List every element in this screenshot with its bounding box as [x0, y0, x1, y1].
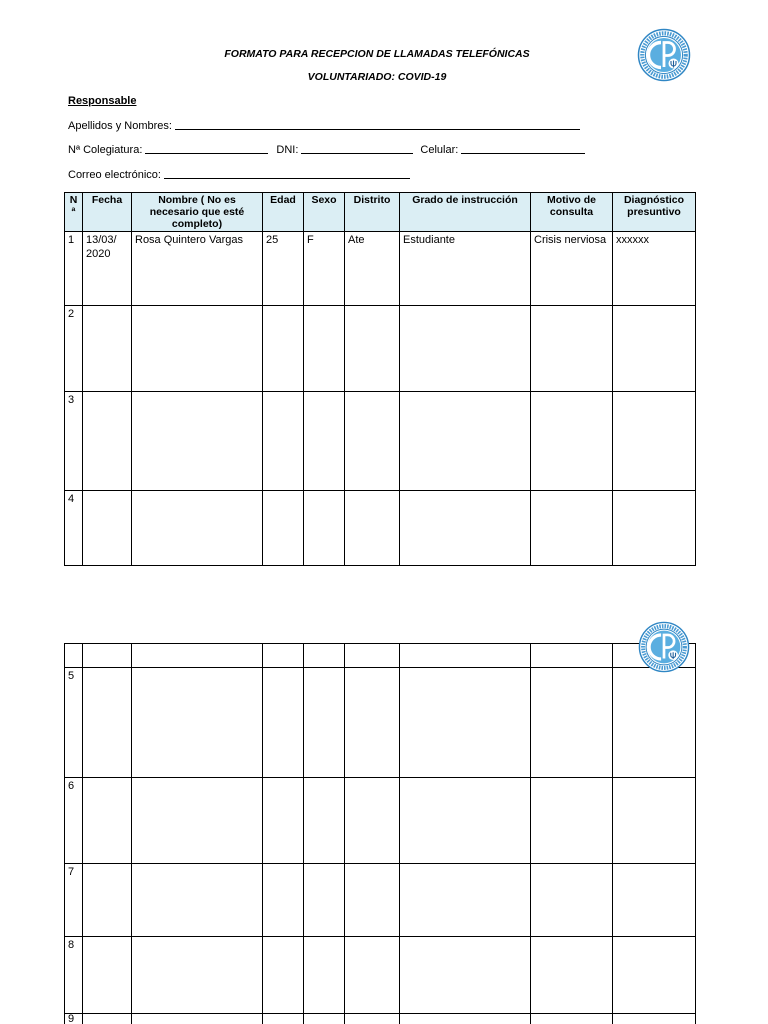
cell-diagnostico: [613, 1014, 696, 1024]
cell-grado: Estudiante: [400, 232, 531, 306]
correo-line: [68, 169, 410, 182]
cell-edad: [263, 1014, 304, 1024]
cell-diagnostico: [613, 864, 696, 937]
cell-diagnostico: [613, 306, 696, 392]
cell-edad: [263, 864, 304, 937]
cell-motivo: [531, 778, 613, 864]
cell-nombre: [132, 668, 263, 778]
cell-edad: [263, 306, 304, 392]
cell-motivo: [531, 306, 613, 392]
colegiatura-field[interactable]: [145, 144, 268, 154]
cell-fecha: [83, 392, 132, 491]
cell-motivo: [531, 668, 613, 778]
cell-empty: [304, 644, 345, 668]
cell-nombre: [132, 864, 263, 937]
cell-fecha: [83, 1014, 132, 1024]
table-row: [65, 778, 696, 864]
colegiatura-label: Nª Colegiatura:: [68, 144, 143, 156]
cell-distrito: [345, 392, 400, 491]
cell-numero: 4: [65, 491, 83, 566]
cell-sexo: [304, 778, 345, 864]
cell-sexo: [304, 491, 345, 566]
cell-diagnostico: [613, 392, 696, 491]
cell-numero: 1: [65, 232, 83, 306]
cell-diagnostico: [613, 491, 696, 566]
cell-grado: [400, 937, 531, 1014]
cell-sexo: [304, 392, 345, 491]
table-header-row: [65, 193, 696, 232]
cell-edad: [263, 668, 304, 778]
cell-nombre: [132, 778, 263, 864]
table-row: [65, 306, 696, 392]
cell-fecha: [83, 491, 132, 566]
cell-motivo: [531, 864, 613, 937]
column-header-fecha: Fecha: [83, 193, 132, 232]
cell-edad: [263, 392, 304, 491]
cell-distrito: [345, 778, 400, 864]
cell-empty: [132, 644, 263, 668]
correo-label: Correo electrónico:: [68, 169, 161, 181]
cell-empty: [400, 644, 531, 668]
cell-sexo: [304, 668, 345, 778]
column-header-edad: Edad: [263, 193, 304, 232]
cell-fecha: [83, 778, 132, 864]
cell-sexo: [304, 937, 345, 1014]
cell-motivo: [531, 491, 613, 566]
cell-distrito: [345, 306, 400, 392]
cell-distrito: [345, 491, 400, 566]
cell-edad: [263, 491, 304, 566]
cell-nombre: [132, 306, 263, 392]
table-row: [65, 491, 696, 566]
institution-logo-icon: [638, 621, 690, 673]
cell-edad: 25: [263, 232, 304, 306]
column-header-numero-label: Nª: [69, 194, 78, 218]
cell-grado: [400, 392, 531, 491]
document-title: FORMATO PARA RECEPCION DE LLAMADAS TELEFÓNICAS: [224, 48, 530, 60]
cell-empty: [531, 644, 613, 668]
table-row: [65, 668, 696, 778]
cell-numero: 6: [65, 778, 83, 864]
column-header-diagnostico: Diagnóstico presuntivo: [613, 193, 696, 232]
table-row: [65, 392, 696, 491]
cell-grado: [400, 491, 531, 566]
cell-motivo: [531, 937, 613, 1014]
dni-label: DNI:: [276, 144, 299, 156]
cell-motivo: [531, 1014, 613, 1024]
apellidos-nombres-field[interactable]: [175, 120, 580, 130]
cell-nombre: Rosa Quintero Vargas: [132, 232, 263, 306]
cell-numero: 8: [65, 937, 83, 1014]
apellidos-label: Apellidos y Nombres:: [68, 120, 172, 132]
cell-diagnostico: [613, 778, 696, 864]
cell-fecha: [83, 306, 132, 392]
cell-sexo: F: [304, 232, 345, 306]
table-row: [65, 937, 696, 1014]
table-row: [65, 864, 696, 937]
cell-grado: [400, 668, 531, 778]
cell-distrito: [345, 937, 400, 1014]
cell-diagnostico: xxxxxx: [613, 232, 696, 306]
cell-grado: [400, 864, 531, 937]
cell-motivo: [531, 392, 613, 491]
cell-numero: 3: [65, 392, 83, 491]
cell-empty: [83, 644, 132, 668]
cell-numero: 9: [65, 1014, 83, 1024]
cell-distrito: [345, 864, 400, 937]
cell-numero: 5: [65, 668, 83, 778]
cell-nombre: [132, 392, 263, 491]
cell-diagnostico: [613, 668, 696, 778]
column-header-numero: [65, 193, 83, 232]
cell-fecha: [83, 232, 132, 306]
cell-nombre: [132, 937, 263, 1014]
table-row: [65, 232, 696, 306]
cell-sexo: [304, 306, 345, 392]
cell-nombre: [132, 1014, 263, 1024]
apellidos-line: [68, 120, 580, 133]
cell-empty: [345, 644, 400, 668]
document-subtitle: VOLUNTARIADO: COVID-19: [307, 71, 447, 83]
cell-empty: [263, 644, 304, 668]
celular-field[interactable]: [461, 144, 585, 154]
column-header-distrito: Distrito: [345, 193, 400, 232]
column-header-grado: Grado de instrucción: [400, 193, 531, 232]
cell-fecha: [83, 864, 132, 937]
column-header-nombre: Nombre ( No es necesario que esté completo): [132, 193, 263, 232]
colegiatura-line: [68, 144, 585, 157]
cell-numero: 2: [65, 306, 83, 392]
cell-nombre: [132, 491, 263, 566]
cell-distrito: Ate: [345, 232, 400, 306]
cell-distrito: [345, 1014, 400, 1024]
cell-sexo: [304, 1014, 345, 1024]
cell-grado: [400, 778, 531, 864]
dni-field[interactable]: [301, 144, 413, 154]
cell-edad: [263, 937, 304, 1014]
cell-numero: 7: [65, 864, 83, 937]
cell-fecha-value: 13/03/2020: [86, 234, 117, 260]
column-header-sexo: Sexo: [304, 193, 345, 232]
cell-diagnostico: [613, 937, 696, 1014]
cell-motivo: Crisis nerviosa: [531, 232, 613, 306]
cell-fecha: [83, 668, 132, 778]
celular-label: Celular:: [420, 144, 459, 156]
column-header-motivo: Motivo de consulta: [531, 193, 613, 232]
calls-table-page-1: [64, 192, 696, 566]
cell-empty: [65, 644, 83, 668]
calls-table-page-2: [64, 643, 696, 1024]
table-row: [65, 1014, 696, 1024]
institution-logo-icon: [637, 28, 691, 82]
cell-distrito: [345, 668, 400, 778]
cell-grado: [400, 1014, 531, 1024]
cell-sexo: [304, 864, 345, 937]
cell-fecha: [83, 937, 132, 1014]
cell-edad: [263, 778, 304, 864]
responsable-heading: Responsable: [68, 95, 137, 107]
table-header-row-empty: [65, 644, 696, 668]
correo-field[interactable]: [164, 169, 410, 179]
cell-grado: [400, 306, 531, 392]
